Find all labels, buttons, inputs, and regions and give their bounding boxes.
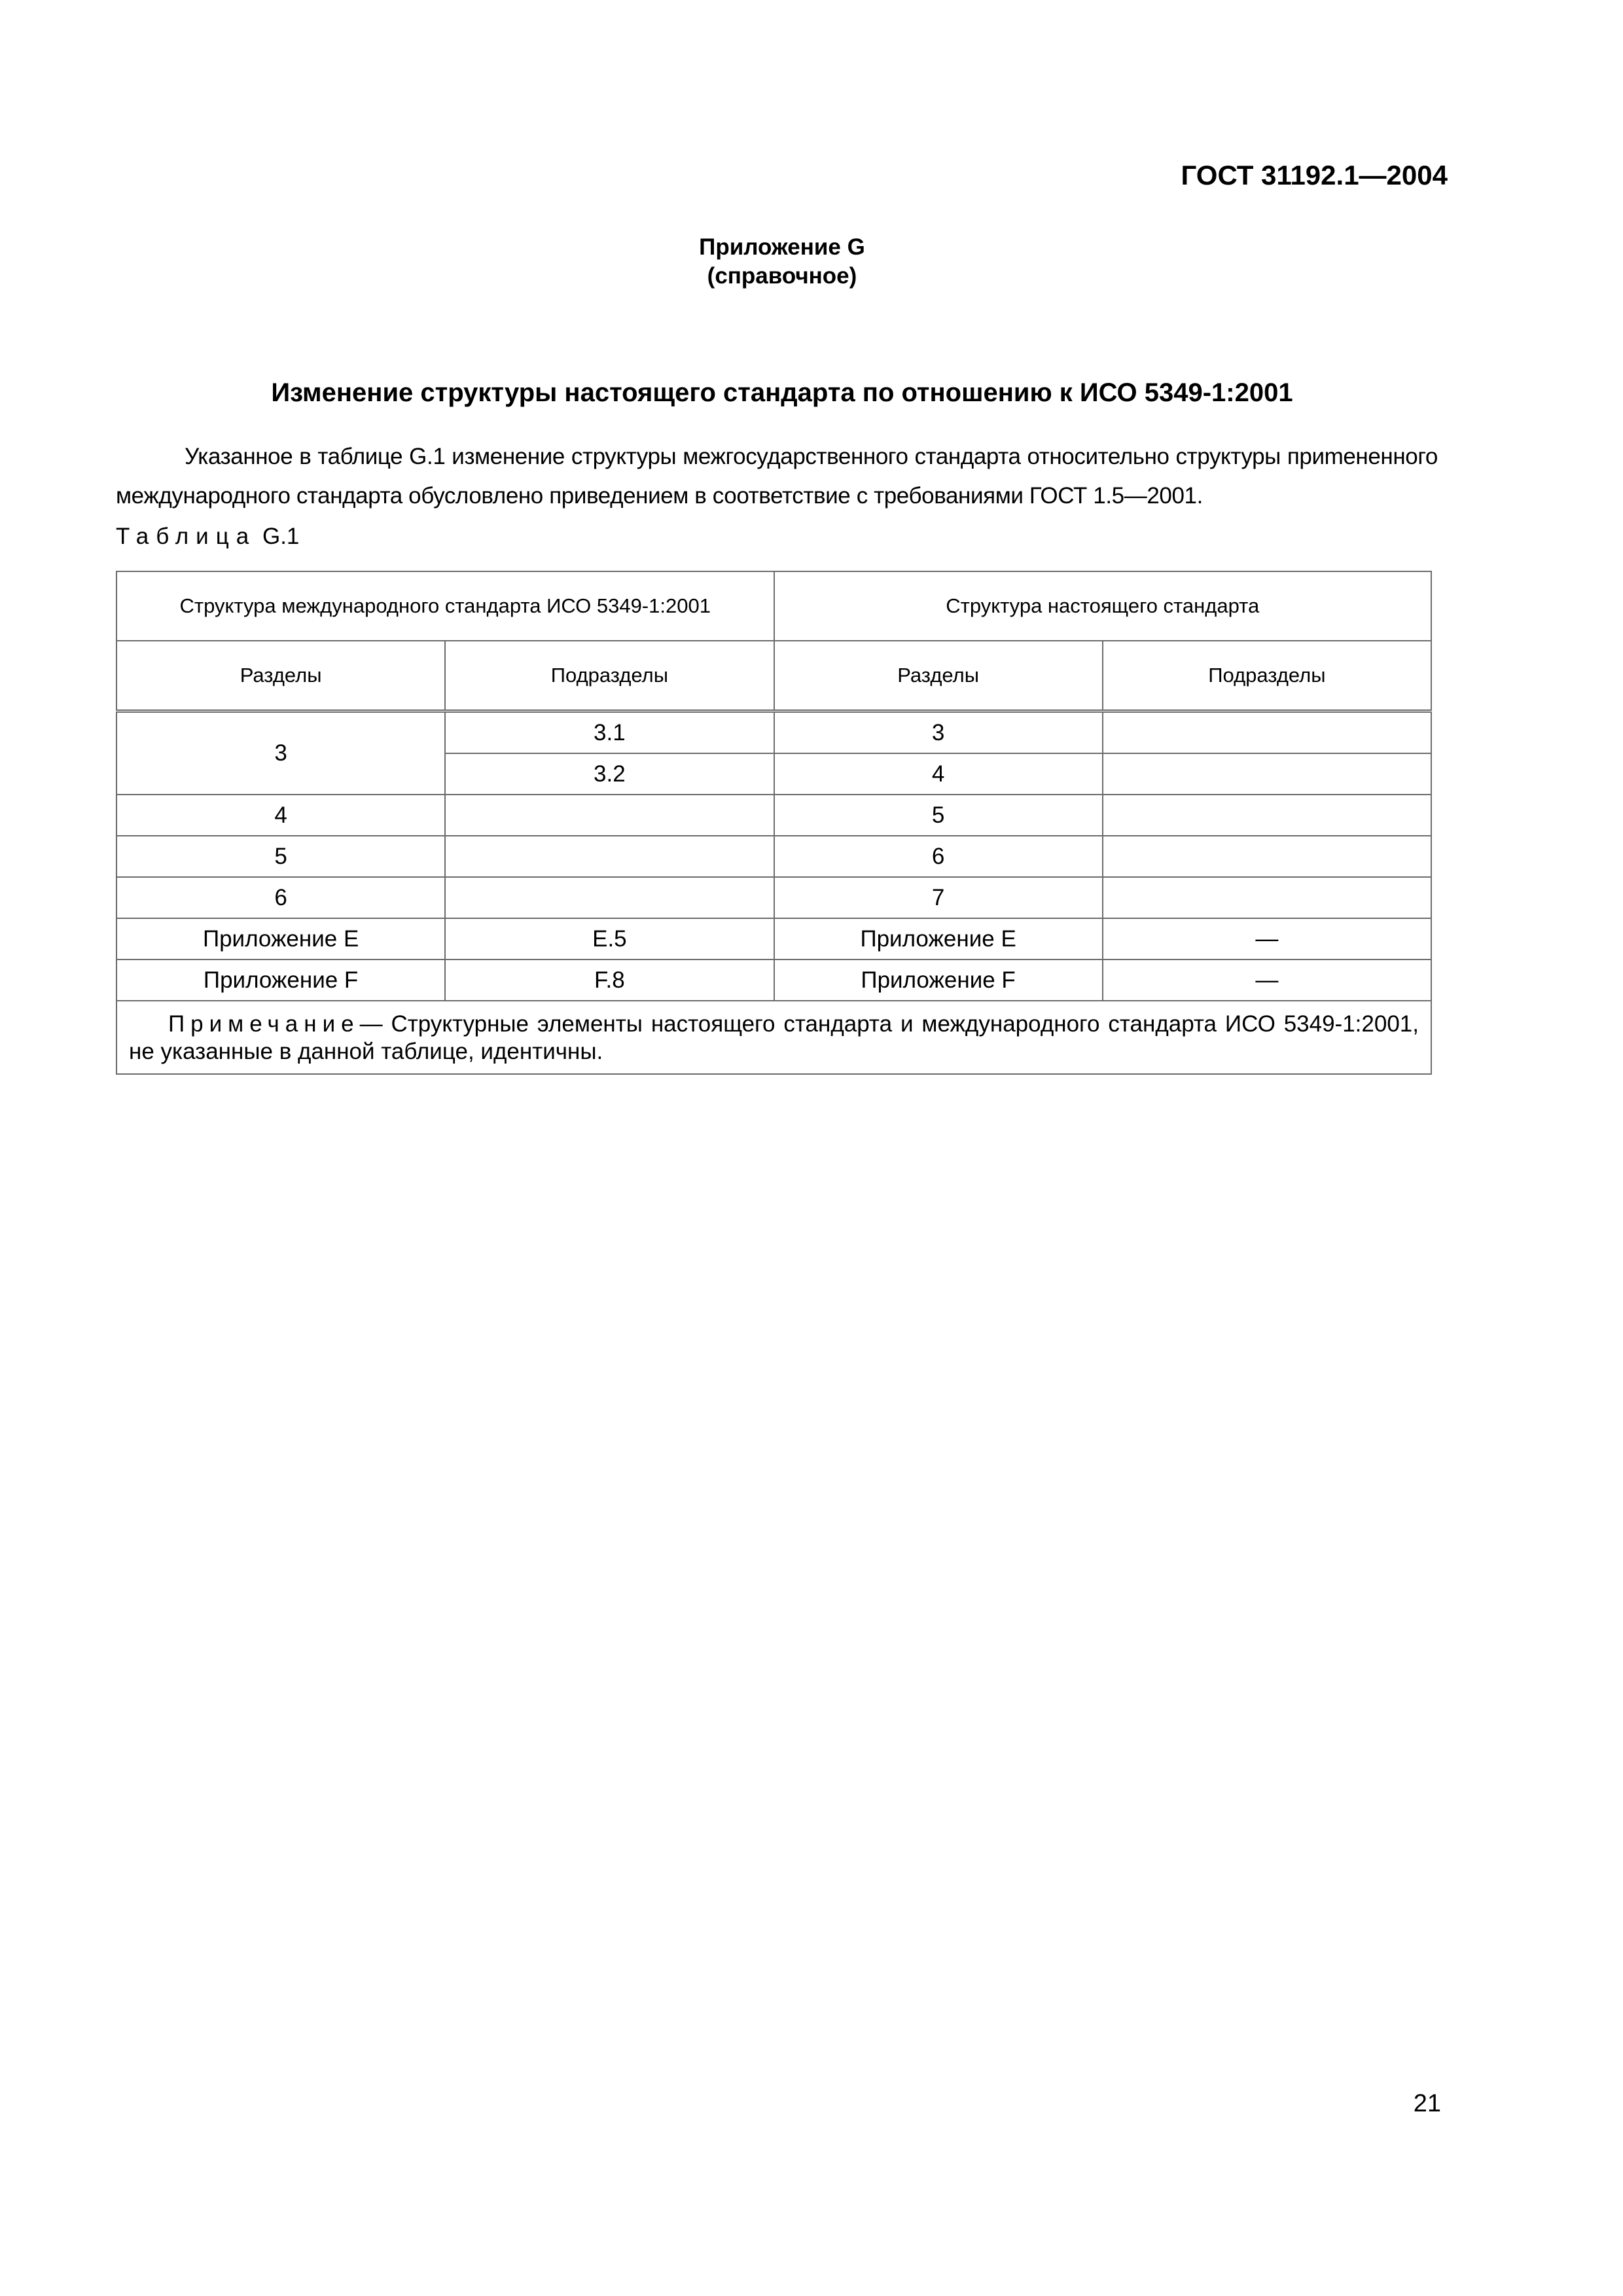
table-cell: 7: [774, 877, 1103, 918]
table-cell: 6: [116, 877, 445, 918]
table-note-text: — Структурные элементы настоящего стандарта и международного стандарта ИСО 5349-1:2001, не указанные в данной таблице, идентичны.: [129, 1011, 1419, 1064]
table-row: [116, 877, 1431, 918]
structure-table: [116, 571, 1432, 1075]
table-cell: [445, 877, 774, 918]
table-cell: 3.2: [445, 753, 774, 795]
document-title: Изменение структуры настоящего стандарта по отношению к ИСО 5349-1:2001: [271, 378, 1293, 407]
table-note-label: Примечание: [168, 1011, 360, 1037]
annex-heading: [0, 233, 1564, 291]
table-note-row: [116, 1001, 1431, 1074]
standard-code: ГОСТ 31192.1—2004: [1181, 160, 1448, 190]
table-cell: [445, 836, 774, 877]
table-caption-number: G.1: [262, 524, 300, 549]
column-header-iso-subsections: Подразделы: [445, 641, 774, 711]
table-cell: 5: [774, 795, 1103, 836]
table-row: [116, 836, 1431, 877]
table-note: [116, 1001, 1431, 1074]
table-cell: —: [1103, 918, 1431, 960]
table-cell: F.8: [445, 960, 774, 1001]
table-cell: Приложение E: [774, 918, 1103, 960]
table-row: [116, 960, 1431, 1001]
annex-label: Приложение G: [699, 234, 865, 260]
table-row: [116, 918, 1431, 960]
table-cell: 4: [116, 795, 445, 836]
table-cell: Приложение F: [774, 960, 1103, 1001]
table-cell: [1103, 711, 1431, 754]
group-header-iso: Структура международного стандарта ИСО 5349-1:2001: [116, 571, 774, 641]
column-header-current-subsections: Подразделы: [1103, 641, 1431, 711]
table-row: [116, 795, 1431, 836]
column-header-current-sections: Разделы: [774, 641, 1103, 711]
table-group-header-row: [116, 571, 1431, 641]
table-column-header-row: [116, 641, 1431, 711]
table-cell: 3: [116, 711, 445, 795]
table-cell: 3: [774, 711, 1103, 754]
page-number: 21: [1413, 2090, 1441, 2117]
table-cell: —: [1103, 960, 1431, 1001]
column-header-iso-sections: Разделы: [116, 641, 445, 711]
intro-paragraph: Указанное в таблице G.1 изменение структуры межгосударственного стандарта относительно структуры приmененного международного стандарта обусловлено приведением в соответствие с требованиями ГОСТ 1.5—2001.: [116, 444, 1438, 509]
table-cell: E.5: [445, 918, 774, 960]
table-cell: [1103, 753, 1431, 795]
table-cell: [1103, 836, 1431, 877]
annex-type: (справочное): [707, 263, 857, 289]
table-cell: Приложение F: [116, 960, 445, 1001]
table-cell: 3.1: [445, 711, 774, 754]
table-cell: 5: [116, 836, 445, 877]
table-cell: [445, 795, 774, 836]
group-header-current: Структура настоящего стандарта: [774, 571, 1432, 641]
table-cell: [1103, 877, 1431, 918]
table-cell: 4: [774, 753, 1103, 795]
table-cell: [1103, 795, 1431, 836]
table-row: [116, 711, 1431, 754]
table-caption-label: Таблица: [116, 524, 257, 549]
table-cell: Приложение E: [116, 918, 445, 960]
table-caption: [116, 524, 299, 550]
table-cell: 6: [774, 836, 1103, 877]
